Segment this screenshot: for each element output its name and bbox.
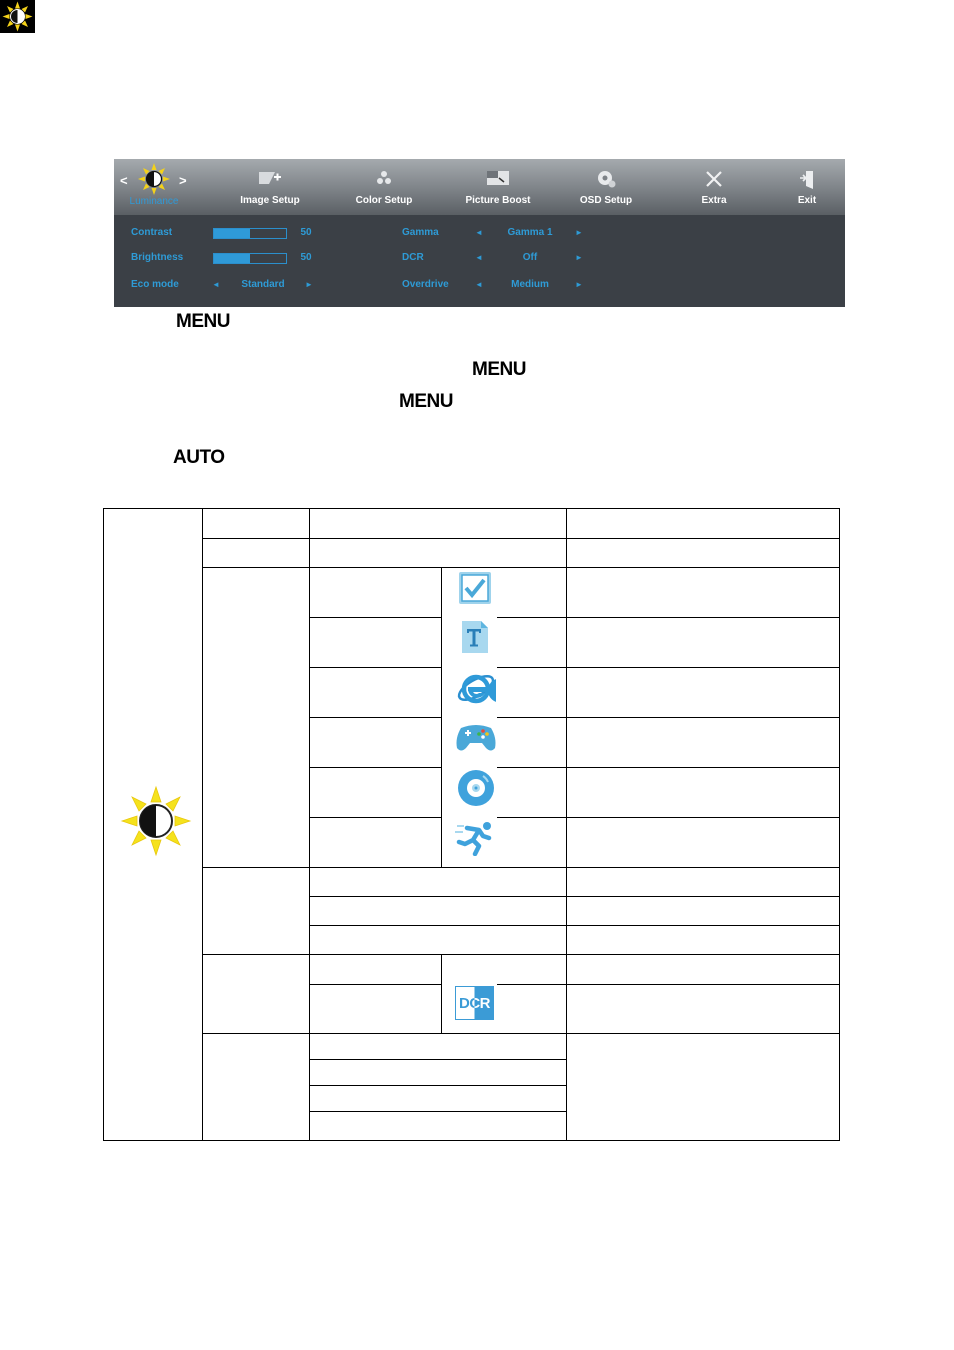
brightness-label: Brightness	[131, 252, 184, 263]
auto-key-label: AUTO	[173, 447, 225, 468]
table-border	[103, 1140, 840, 1141]
table-rule	[309, 767, 442, 768]
gamma-left-arrow[interactable]: ◄	[475, 228, 483, 237]
table-rule	[309, 717, 442, 718]
tab-label: OSD Setup	[579, 195, 633, 206]
table-rule	[497, 984, 840, 985]
dcr-icon	[455, 986, 494, 1020]
table-rule	[309, 617, 442, 618]
menu-key-label: MENU	[176, 311, 230, 332]
gamma-label: Gamma	[402, 227, 439, 238]
table-rule	[309, 896, 840, 897]
gamma-value: Gamma 1	[507, 227, 553, 238]
overdrive-label: Overdrive	[402, 279, 449, 290]
table-rule	[309, 925, 840, 926]
eco-mode-label: Eco mode	[131, 279, 179, 290]
internet-mode-icon	[456, 668, 496, 708]
overdrive-value: Medium	[511, 279, 549, 290]
table-rule	[202, 867, 840, 868]
overdrive-left-arrow[interactable]: ◄	[475, 280, 483, 289]
tab-label: Color Setup	[355, 195, 413, 206]
table-rule	[202, 954, 840, 955]
table-rule	[309, 984, 442, 985]
table-rule	[202, 538, 840, 539]
contrast-value: 50	[300, 227, 312, 238]
table-rule	[309, 817, 442, 818]
table-divider	[441, 955, 442, 1034]
nav-right-arrow[interactable]: >	[179, 173, 187, 188]
dcr-value: Off	[522, 252, 538, 263]
table-rule	[497, 617, 840, 618]
table-divider	[309, 508, 310, 1141]
contrast-label: Contrast	[131, 227, 173, 238]
table-rule	[309, 1111, 567, 1112]
eco-mode-value: Standard	[241, 279, 285, 290]
table-rule	[497, 667, 840, 668]
nav-left-arrow[interactable]: <	[120, 173, 128, 188]
tab-label: Image Setup	[240, 195, 300, 206]
table-rule	[497, 717, 840, 718]
table-rule	[202, 1033, 840, 1034]
standard-mode-icon	[457, 570, 493, 606]
table-rule	[309, 1085, 567, 1086]
dcr-label: DCR	[402, 252, 424, 263]
eco-mode-right-arrow[interactable]: ►	[305, 280, 313, 289]
tab-label: Luminance	[129, 196, 179, 207]
game-mode-icon	[455, 720, 497, 754]
tab-label: Extra	[701, 195, 727, 206]
menu-key-label: MENU	[399, 391, 453, 412]
gamma-right-arrow[interactable]: ►	[575, 228, 583, 237]
movie-mode-icon	[457, 769, 495, 807]
tab-label: Exit	[797, 195, 817, 206]
table-border	[103, 508, 840, 509]
overdrive-right-arrow[interactable]: ►	[575, 280, 583, 289]
table-rule	[497, 817, 840, 818]
dcr-icon-text: DCR	[456, 995, 493, 1012]
eco-mode-left-arrow[interactable]: ◄	[212, 280, 220, 289]
text-mode-icon	[460, 619, 490, 655]
dcr-right-arrow[interactable]: ►	[575, 253, 583, 262]
table-rule	[202, 567, 840, 568]
luminance-icon	[120, 785, 192, 857]
table-divider	[566, 508, 567, 1141]
sports-mode-icon	[455, 820, 497, 856]
table-rule	[309, 667, 442, 668]
table-rule	[309, 1059, 567, 1060]
tab-label: Picture Boost	[465, 195, 531, 206]
table-rule	[497, 767, 840, 768]
table-border	[103, 508, 104, 1141]
table-border	[839, 508, 840, 1141]
menu-key-label: MENU	[472, 359, 526, 380]
table-divider	[202, 508, 203, 1141]
brightness-value: 50	[300, 252, 312, 263]
dcr-left-arrow[interactable]: ◄	[475, 253, 483, 262]
